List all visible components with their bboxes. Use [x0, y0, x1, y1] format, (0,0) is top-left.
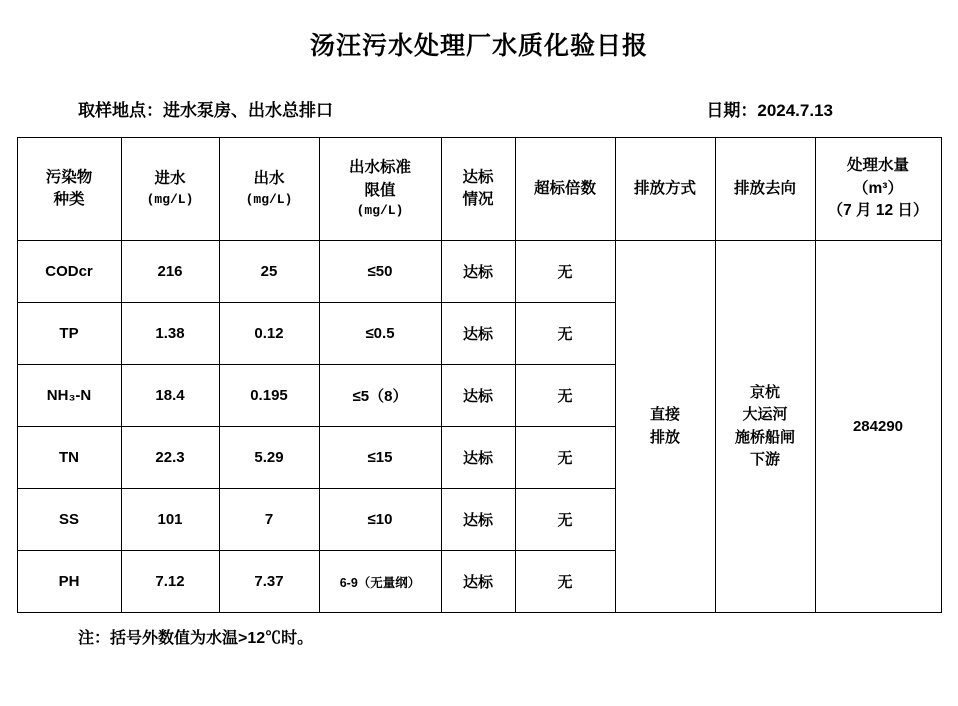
discharge-destination-line3: 施桥船闸: [734, 428, 795, 446]
table-header-row: [17, 138, 941, 241]
cell-influent: 101: [121, 489, 219, 551]
header-pollutant: [17, 138, 121, 241]
header-exceed-multiple-line1: 超标倍数: [533, 179, 596, 197]
cell-standard: 6-9（无量纲）: [319, 551, 441, 613]
cell-effluent: 0.12: [219, 303, 319, 365]
cell-effluent: 25: [219, 241, 319, 303]
cell-compliance: 达标: [441, 303, 515, 365]
cell-influent: 216: [121, 241, 219, 303]
cell-exceed-multiple: 无: [515, 489, 615, 551]
cell-standard: ≤5（8）: [319, 365, 441, 427]
discharge-destination-line4: 下游: [749, 451, 780, 468]
header-discharge-destination-line1: 排放去向: [733, 179, 796, 197]
cell-standard: ≤10: [319, 489, 441, 551]
cell-pollutant: TP: [17, 303, 121, 365]
header-discharge-destination: [715, 138, 815, 241]
report-date: 日期：2024.7.13: [706, 101, 833, 120]
header-discharge-method: [615, 138, 715, 241]
cell-influent: 1.38: [121, 303, 219, 365]
cell-standard: ≤15: [319, 427, 441, 489]
header-pollutant-line2: 种类: [53, 191, 85, 208]
header-compliance-line1: 达标: [462, 168, 494, 186]
header-treated-volume-line1: 处理水量: [846, 157, 909, 175]
cell-compliance: 达标: [441, 551, 515, 613]
cell-effluent: 7: [219, 489, 319, 551]
cell-compliance: 达标: [441, 241, 515, 303]
sampling-location: 取样地点：进水泵房、出水总排口: [78, 101, 333, 120]
header-influent-line1: 进水: [154, 170, 186, 188]
header-standard: [319, 138, 441, 241]
cell-discharge-method: [615, 241, 715, 613]
header-discharge-method-line1: 排放方式: [633, 179, 696, 197]
cell-compliance: 达标: [441, 365, 515, 427]
cell-influent: 18.4: [121, 365, 219, 427]
report-page: [0, 26, 958, 706]
cell-pollutant: NH₃-N: [17, 365, 121, 427]
cell-pollutant: CODcr: [17, 241, 121, 303]
header-standard-unit: (mg/L): [356, 203, 404, 219]
water-quality-table: [17, 137, 942, 613]
header-effluent-unit: (mg/L): [245, 191, 293, 207]
cell-exceed-multiple: 无: [515, 365, 615, 427]
header-exceed-multiple: [515, 138, 615, 241]
header-standard-line1: 出水标准: [348, 159, 411, 177]
discharge-destination-line2: 大运河: [742, 406, 788, 423]
header-compliance-line2: 情况: [462, 191, 494, 208]
header-treated-volume: [815, 138, 941, 241]
discharge-destination-line1: 京杭: [749, 383, 780, 401]
cell-effluent: 0.195: [219, 365, 319, 427]
cell-standard: ≤50: [319, 241, 441, 303]
discharge-method-line2: 排放: [649, 428, 680, 446]
cell-pollutant: SS: [17, 489, 121, 551]
header-influent: [121, 138, 219, 241]
cell-exceed-multiple: 无: [515, 303, 615, 365]
page-title: 汤汪污水处理厂水质化验日报: [309, 32, 648, 60]
discharge-method-line1: 直接: [649, 406, 680, 423]
cell-effluent: 5.29: [219, 427, 319, 489]
header-compliance: [441, 138, 515, 241]
cell-discharge-destination: [715, 241, 815, 613]
cell-influent: 22.3: [121, 427, 219, 489]
cell-exceed-multiple: 无: [515, 241, 615, 303]
table-note: 注：括号外数值为水温>12℃时。: [78, 630, 314, 647]
header-pollutant-line1: 污染物: [45, 168, 93, 186]
header-standard-line2: 限值: [364, 181, 396, 199]
header-effluent-line1: 出水: [253, 170, 285, 188]
cell-compliance: 达标: [441, 427, 515, 489]
cell-pollutant: PH: [17, 551, 121, 613]
cell-compliance: 达标: [441, 489, 515, 551]
header-treated-volume-unit: （m³）: [853, 179, 903, 197]
header-influent-unit: (mg/L): [146, 191, 194, 207]
cell-influent: 7.12: [121, 551, 219, 613]
cell-exceed-multiple: 无: [515, 551, 615, 613]
report-meta: [78, 96, 923, 121]
cell-standard: ≤0.5: [319, 303, 441, 365]
cell-exceed-multiple: 无: [515, 427, 615, 489]
header-treated-volume-period: （7 月 12 日）: [827, 202, 929, 220]
cell-effluent: 7.37: [219, 551, 319, 613]
table-row: [17, 241, 941, 303]
header-effluent: [219, 138, 319, 241]
cell-pollutant: TN: [17, 427, 121, 489]
cell-treated-volume: 284290: [815, 241, 941, 613]
